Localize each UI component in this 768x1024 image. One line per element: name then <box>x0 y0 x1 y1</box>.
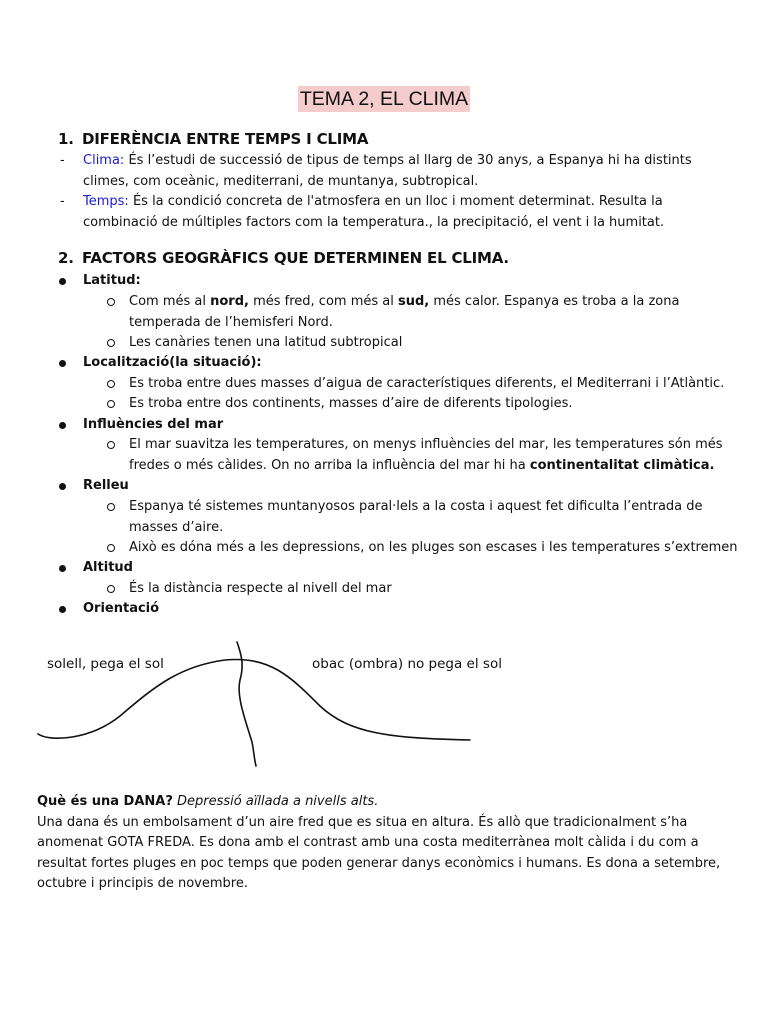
text-run: És la distància respecte al nivell del mar <box>129 581 392 596</box>
text-run: Es troba entre dues masses d’aigua de característiques diferents, el Mediterrani i l’Atlàntic. <box>129 376 725 391</box>
text-bold: continentalitat climàtica. <box>529 457 715 473</box>
bullet-circle-icon <box>107 503 115 511</box>
text-run: Això es dóna més a les depressions, on les pluges son escases i les temperatures s’extremen <box>129 540 738 555</box>
bullet-circle-icon <box>107 585 115 593</box>
text-bold: nord, <box>210 294 249 309</box>
factor-label: Orientació <box>83 601 160 616</box>
sketch-shady-side-label: obac (ombra) no pega el sol <box>312 656 502 672</box>
section2-heading <box>58 249 509 267</box>
influencies-point-1 <box>105 435 747 476</box>
dana-section <box>37 792 747 895</box>
bullet-circle-icon <box>107 544 115 552</box>
bullet-circle-icon <box>107 339 115 347</box>
section1-heading <box>58 130 368 148</box>
dash-marker: - <box>60 153 65 168</box>
clima-term: Clima: <box>83 153 125 168</box>
relleu-point-1 <box>105 497 747 538</box>
section2-heading-text: FACTORS GEOGRÀFICS QUE DETERMINEN EL CLIMA. <box>82 249 509 267</box>
mountain-sketch <box>30 636 480 770</box>
bullet-circle-icon <box>107 400 115 408</box>
text-run: més calor. Espanya es troba a la zona temperada de l’hemisferi Nord. <box>129 294 680 330</box>
relleu-point-2 <box>105 538 747 559</box>
localitzacio-point-1 <box>105 374 747 395</box>
text-run: El mar suavitza les temperatures, on menys influències del mar, les temperatures són més fredes o més càlides. On no arriba la influència del mar hi ha <box>129 437 723 473</box>
dana-answer: Depressió aïllada a nivells alts. <box>172 794 379 809</box>
factor-altitud <box>58 558 738 579</box>
bullet-circle-icon <box>107 441 115 449</box>
dana-question: Què és una DANA? <box>37 794 173 809</box>
text-run: Espanya té sistemes muntanyosos paral·lels a la costa i aquest fet dificulta l’entrada de masses d’aire. <box>129 499 703 535</box>
factor-label: Altitud <box>83 560 133 575</box>
text-run: Es troba entre dos continents, masses d’aire de diferents tipologies. <box>129 396 573 411</box>
altitud-point-1 <box>105 579 747 600</box>
factor-label: Latitud: <box>83 273 141 288</box>
section1-number: 1. <box>58 130 74 148</box>
page-title: TEMA 2, EL CLIMA <box>299 88 469 110</box>
sketch-sunny-side-label: solell, pega el sol <box>47 656 164 672</box>
text-bold: sud, <box>397 294 430 309</box>
temps-definition: És la condició concreta de l'atmosfera en un lloc i moment determinat. Resulta la combinació de múltiples factors com la temperatura., la precipitació, el vent i la humitat. <box>83 194 665 230</box>
dana-paragraph: Una dana és un embolsament d’un aire fred que es situa en altura. És allò que tradicionalment s’ha anomenat GOTA FREDA. Es dona amb el contrast amb una costa mediterrànea molt càlida i du com a resultat fortes pluges en poc temps que poden generar danys econòmics i humans. Es dona a setembre, octubre i principis de novembre. <box>37 814 721 891</box>
factor-label: Relleu <box>83 478 129 493</box>
factor-label: Localització(la situació): <box>83 355 262 370</box>
clima-definition: És l’estudi de successió de tipus de temps al llarg de 30 anys, a Espanya hi ha distints climes, com oceànic, mediterrani, de muntanya, subtropical. <box>83 153 692 189</box>
localitzacio-point-2 <box>105 394 747 415</box>
definition-clima <box>58 151 738 192</box>
temps-term: Temps: <box>83 194 129 209</box>
section2-number: 2. <box>58 249 74 267</box>
latitud-point-2 <box>105 333 747 354</box>
definition-temps <box>58 192 738 233</box>
factor-orientacio <box>58 599 738 620</box>
dana-question-line <box>37 792 747 813</box>
bullet-dot-icon <box>59 606 66 613</box>
latitud-point-1 <box>105 292 747 333</box>
bullet-circle-icon <box>107 298 115 306</box>
factor-label: Influències del mar <box>83 417 224 432</box>
factor-relleu <box>58 476 738 497</box>
factor-latitud <box>58 271 738 292</box>
bullet-dot-icon <box>59 422 66 429</box>
text-run: més fred, com més al <box>248 294 398 309</box>
dash-marker: - <box>60 194 65 209</box>
bullet-dot-icon <box>59 565 66 572</box>
section1-heading-text: DIFERÈNCIA ENTRE TEMPS I CLIMA <box>82 130 369 148</box>
bullet-dot-icon <box>59 360 66 367</box>
bullet-dot-icon <box>59 483 66 490</box>
text-run: Les canàries tenen una latitud subtropical <box>129 335 403 350</box>
bullet-dot-icon <box>59 278 66 285</box>
bullet-circle-icon <box>107 380 115 388</box>
factor-localitzacio <box>58 353 738 374</box>
factor-influencies <box>58 415 738 436</box>
mountain-profile-line <box>38 659 470 740</box>
text-run: Com més al <box>129 294 211 309</box>
